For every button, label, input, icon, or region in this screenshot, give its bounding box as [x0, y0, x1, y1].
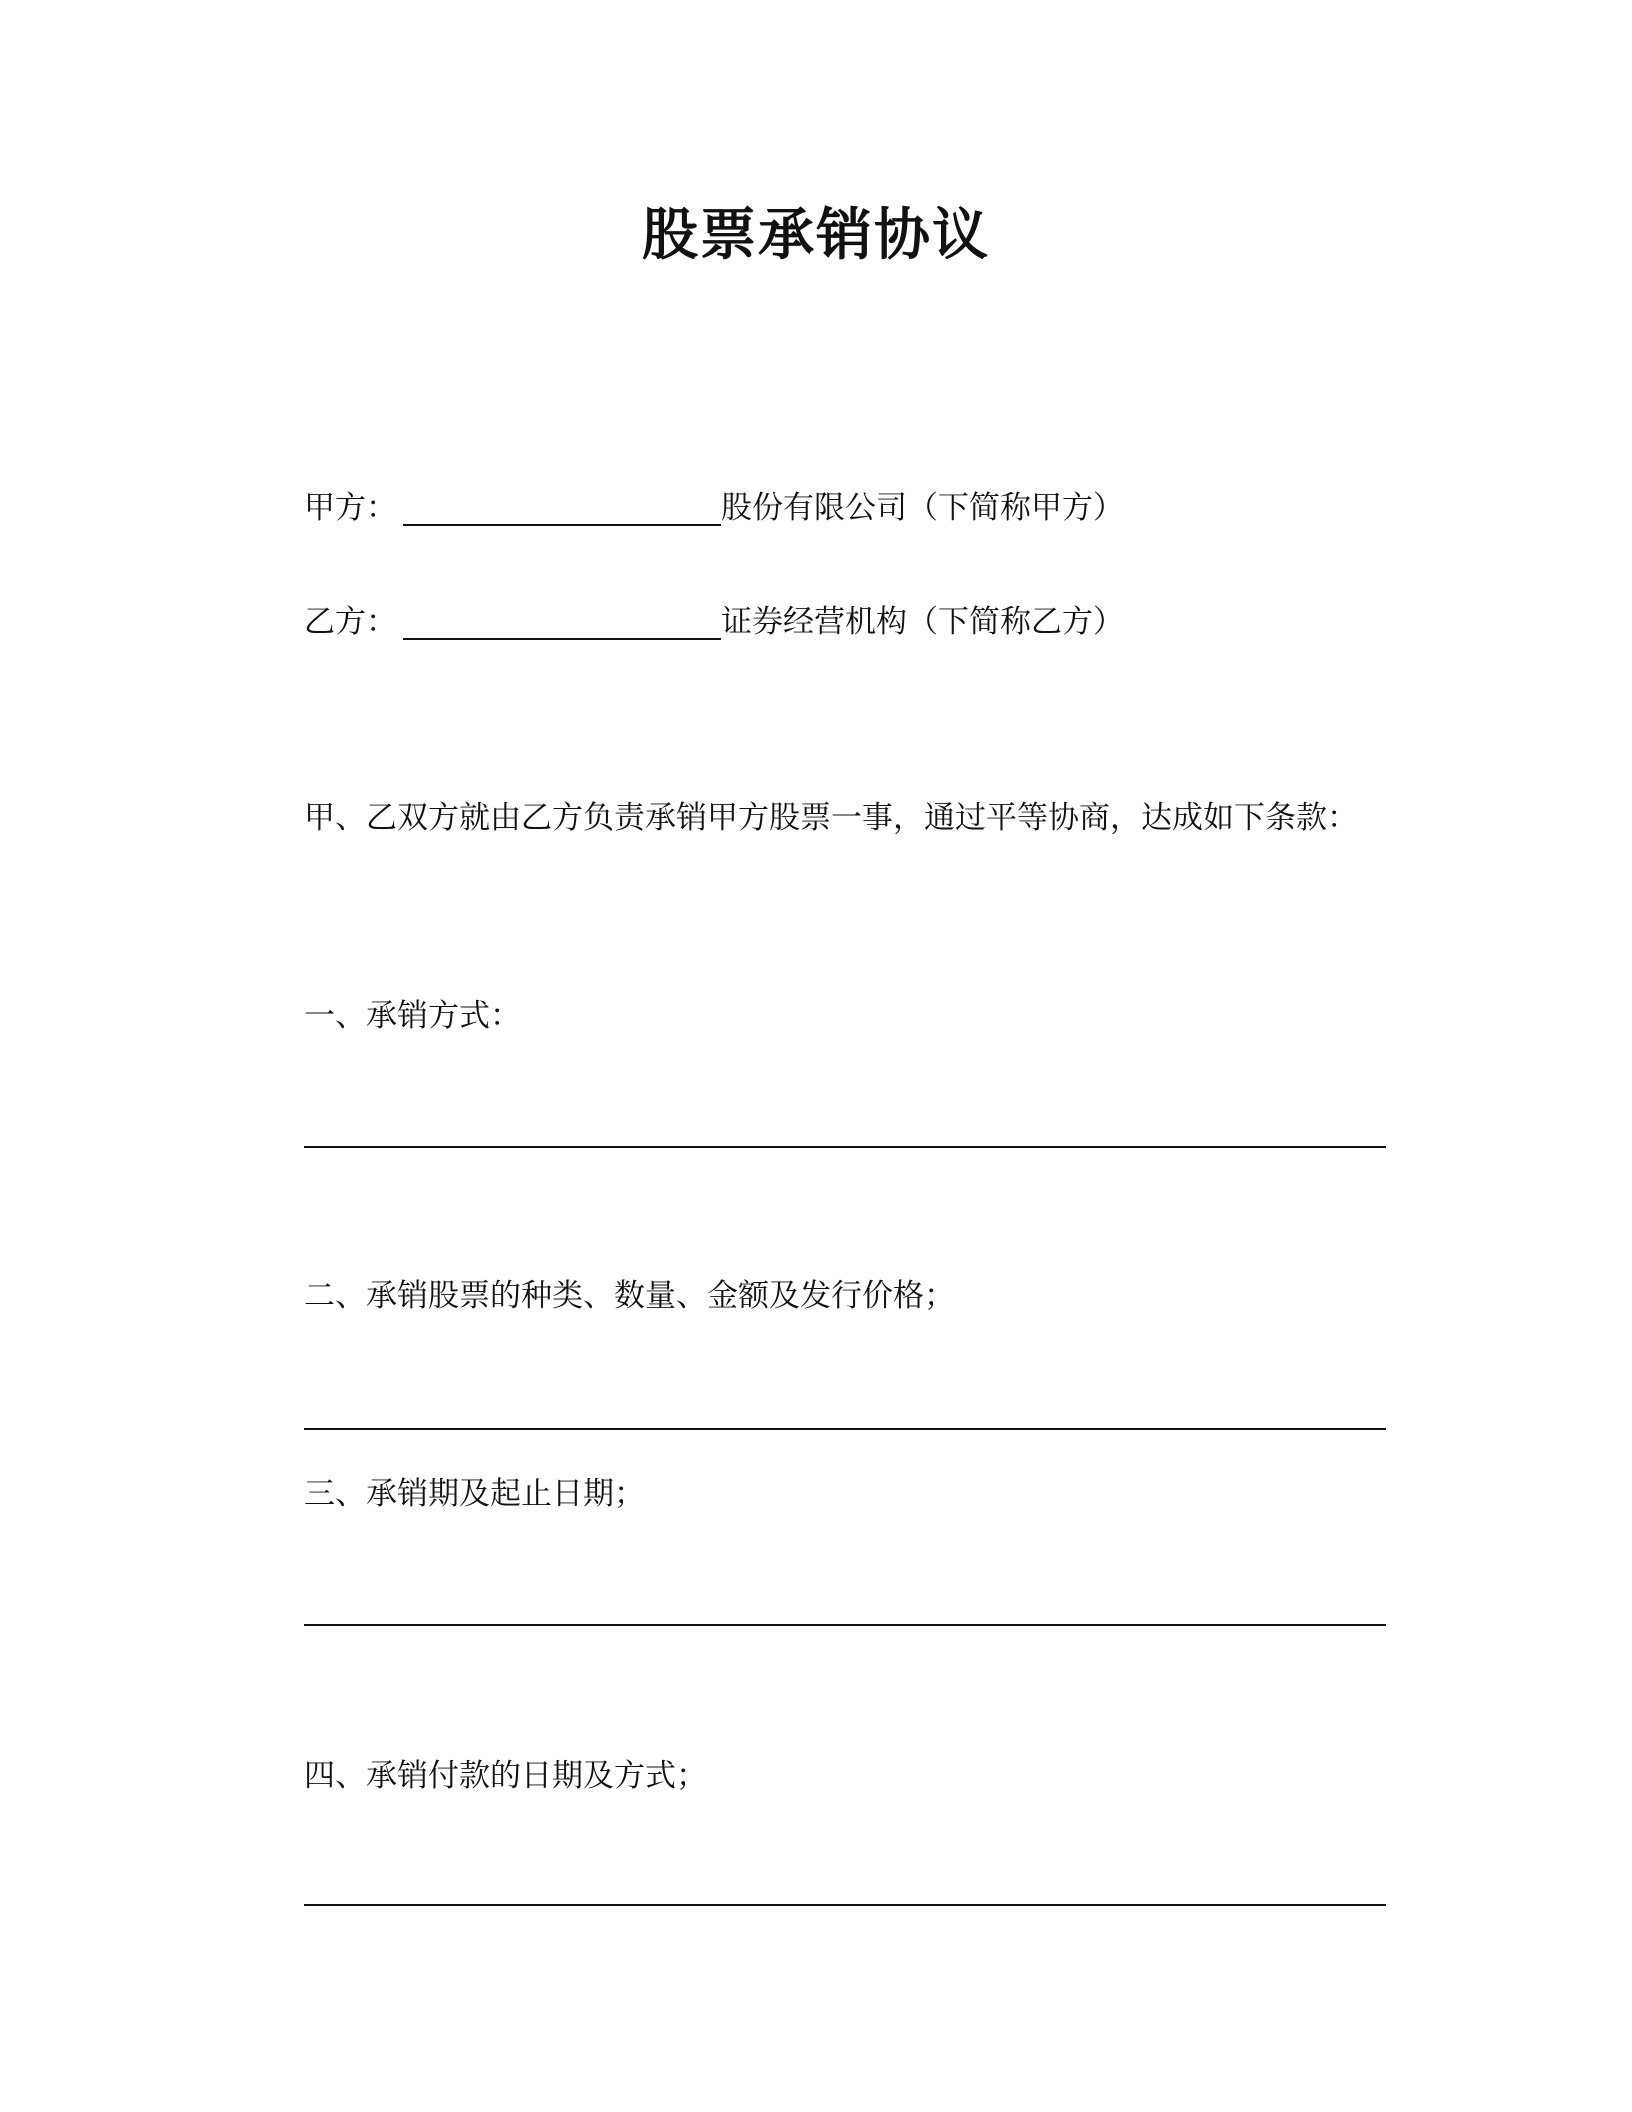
clause-1-fill-line[interactable] — [304, 1146, 1386, 1148]
document-title: 股票承销协议 — [642, 203, 990, 268]
party-a-label: 甲方： — [304, 490, 397, 526]
party-b-label: 乙方： — [304, 604, 397, 640]
party-b-line — [304, 600, 1124, 644]
party-b-name-blank[interactable] — [403, 604, 721, 640]
party-b-suffix: 证券经营机构（下简称乙方） — [721, 604, 1124, 640]
clause-4-heading: 四、承销付款的日期及方式； — [304, 1758, 707, 1794]
clause-1-heading: 一、承销方式： — [304, 998, 521, 1034]
clause-2-fill-line[interactable] — [304, 1428, 1386, 1430]
clause-4-fill-line[interactable] — [304, 1904, 1386, 1906]
party-a-line — [304, 486, 1124, 530]
preamble-text: 甲、乙双方就由乙方负责承销甲方股票一事，通过平等协商，达成如下条款： — [304, 800, 1358, 836]
clause-3-heading: 三、承销期及起止日期； — [304, 1476, 645, 1512]
clause-3-fill-line[interactable] — [304, 1624, 1386, 1626]
clause-2-heading: 二、承销股票的种类、数量、金额及发行价格； — [304, 1278, 955, 1314]
party-a-name-blank[interactable] — [403, 490, 721, 526]
party-a-suffix: 股份有限公司（下简称甲方） — [721, 490, 1124, 526]
